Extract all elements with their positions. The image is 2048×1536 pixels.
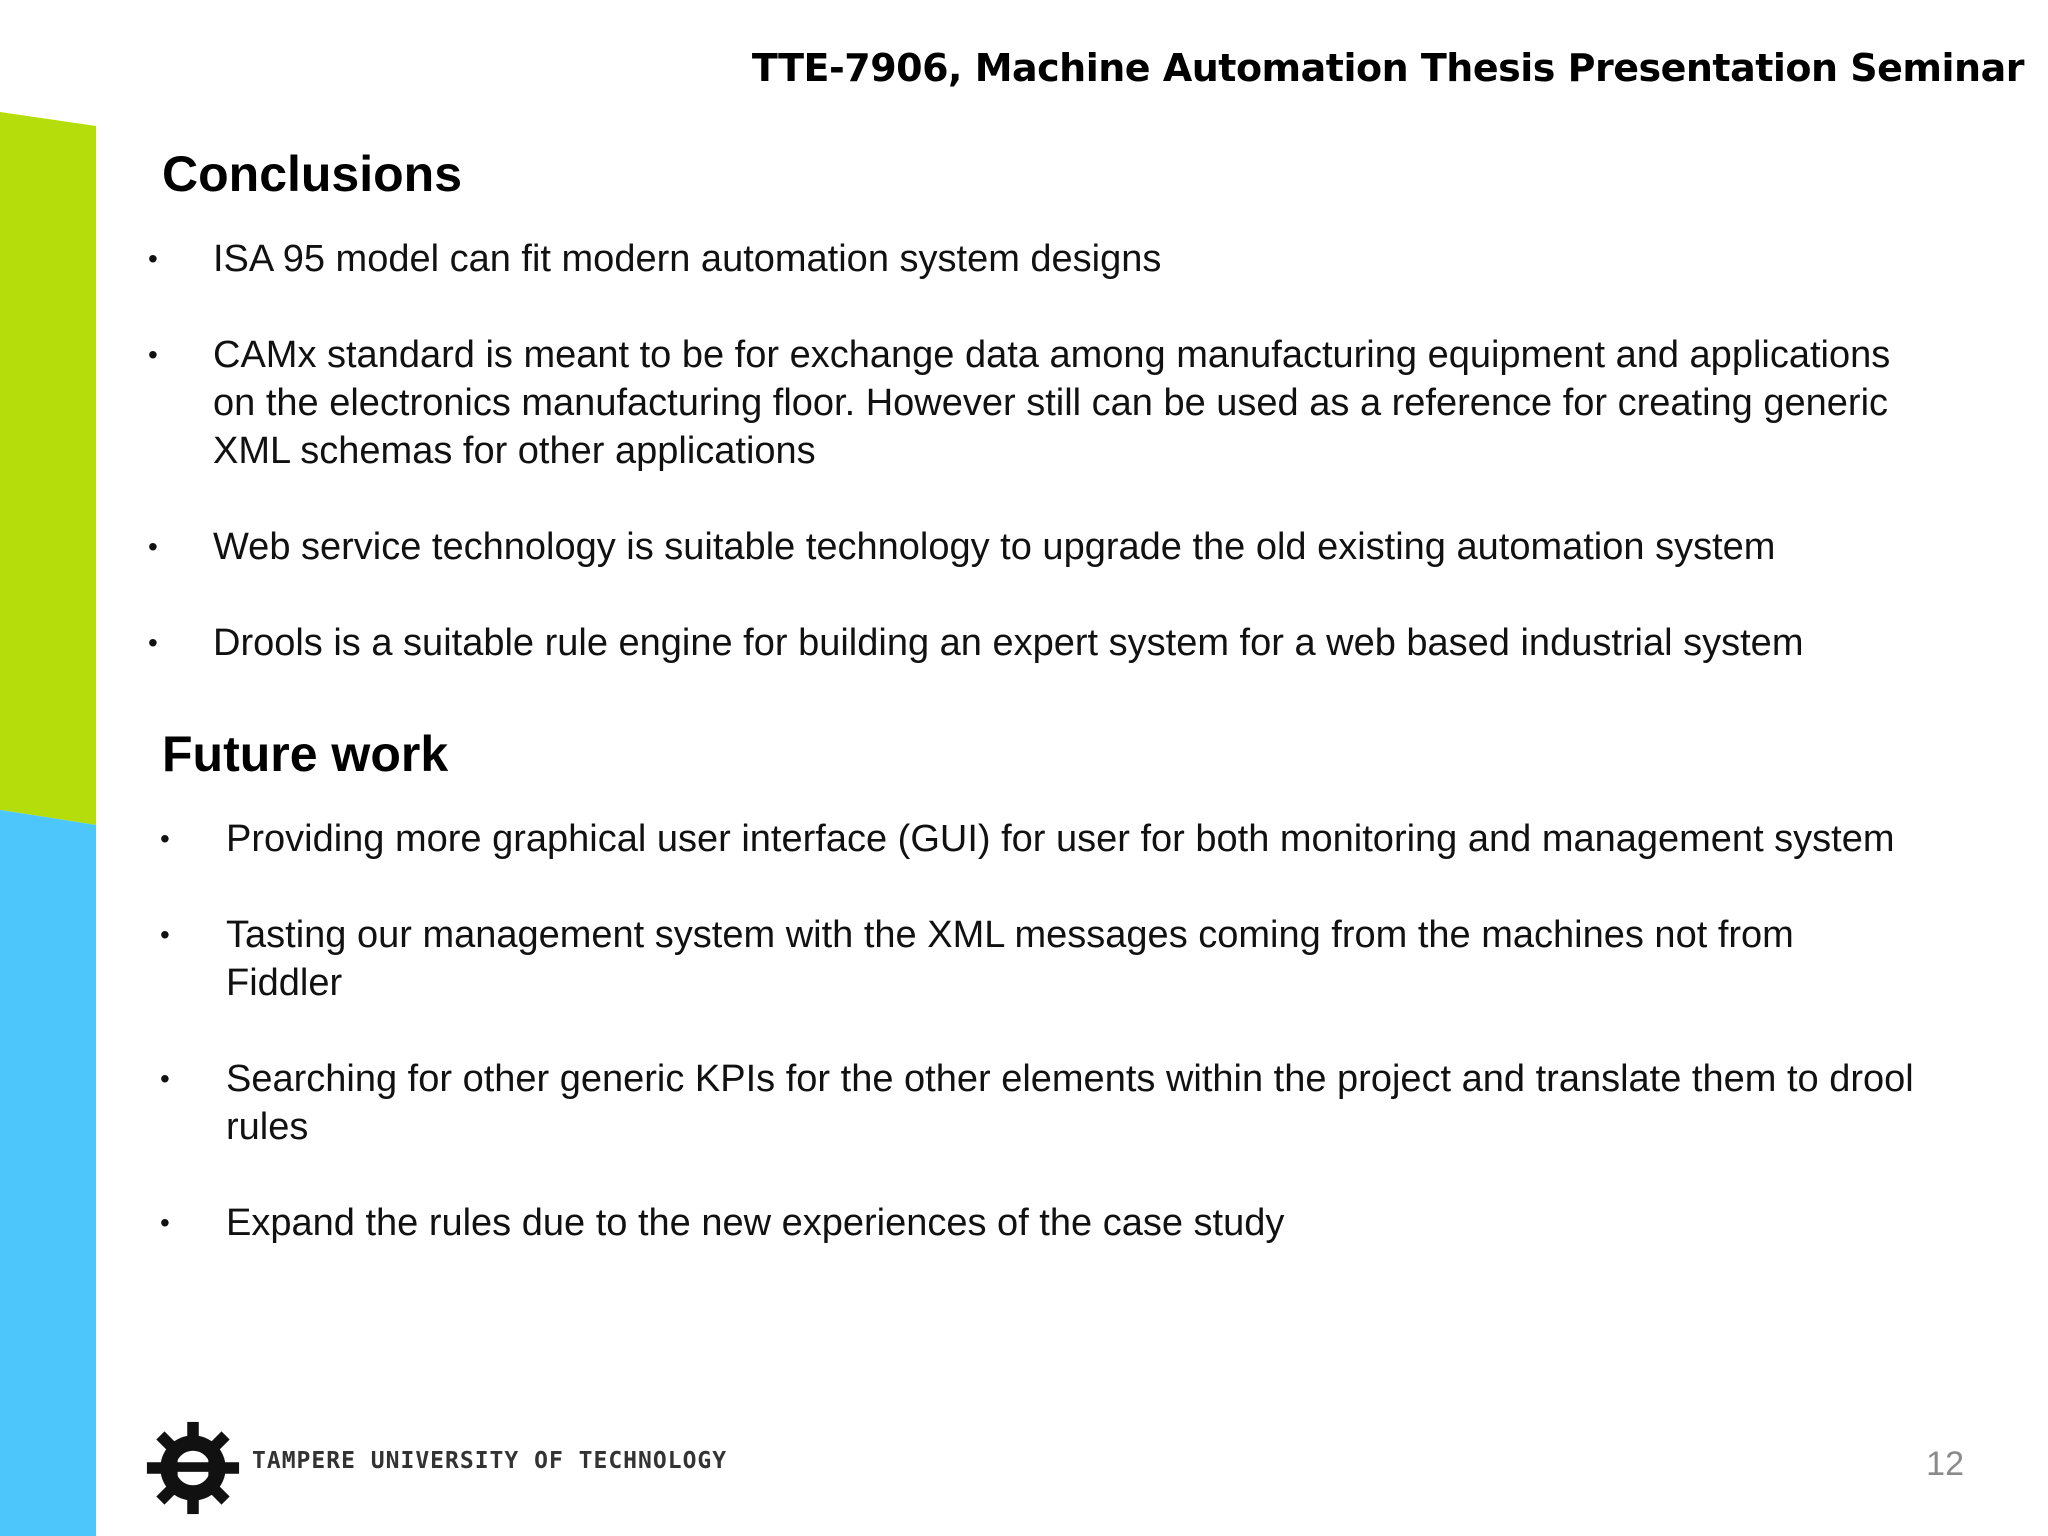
list-item <box>148 331 1908 475</box>
list-item-text: Drools is a suitable rule engine for building an expert system for a web based industrial system <box>213 622 1804 664</box>
future-work-list <box>160 815 1920 1295</box>
list-item <box>148 235 1908 283</box>
list-item-text: Providing more graphical user interface (GUI) for user for both monitoring and management system <box>226 818 1895 860</box>
seminar-title: TTE-7906, Machine Automation Thesis Presentation Seminar <box>751 46 2024 90</box>
list-item <box>160 911 1920 1007</box>
bullet-icon: • <box>148 627 158 658</box>
side-accent-bar <box>0 0 100 1536</box>
bullet-icon: • <box>160 823 170 854</box>
list-item-text: Web service technology is suitable technology to upgrade the old existing automation system <box>213 526 1776 568</box>
conclusions-heading: Conclusions <box>162 146 463 202</box>
list-item <box>160 1199 1920 1247</box>
list-item <box>148 523 1908 571</box>
bullet-icon: • <box>160 1207 170 1238</box>
list-item-text: CAMx standard is meant to be for exchange data among manufacturing equipment and applications on the electronics manufacturing floor. However still can be used as a reference for creating generic XML schemas for other applications <box>213 334 1891 472</box>
page-number: 12 <box>1926 1445 1964 1483</box>
university-name: TAMPERE UNIVERSITY OF TECHNOLOGY <box>252 1448 728 1474</box>
bullet-icon: • <box>160 919 170 950</box>
future-work-heading: Future work <box>162 726 449 782</box>
list-item <box>160 1055 1920 1151</box>
bullet-icon: • <box>148 243 158 274</box>
gear-hammer-logo-icon <box>145 1420 241 1516</box>
list-item-text: Searching for other generic KPIs for the other elements within the project and translate them to drool rules <box>226 1058 1914 1148</box>
list-item <box>148 619 1908 667</box>
bullet-icon: • <box>148 339 158 370</box>
conclusions-list <box>148 235 1908 715</box>
list-item-text: ISA 95 model can fit modern automation system designs <box>213 238 1162 280</box>
list-item-text: Expand the rules due to the new experiences of the case study <box>226 1202 1285 1244</box>
list-item-text: Tasting our management system with the XML messages coming from the machines not from Fiddler <box>226 914 1794 1004</box>
bullet-icon: • <box>160 1063 170 1094</box>
list-item <box>160 815 1920 863</box>
bullet-icon: • <box>148 531 158 562</box>
